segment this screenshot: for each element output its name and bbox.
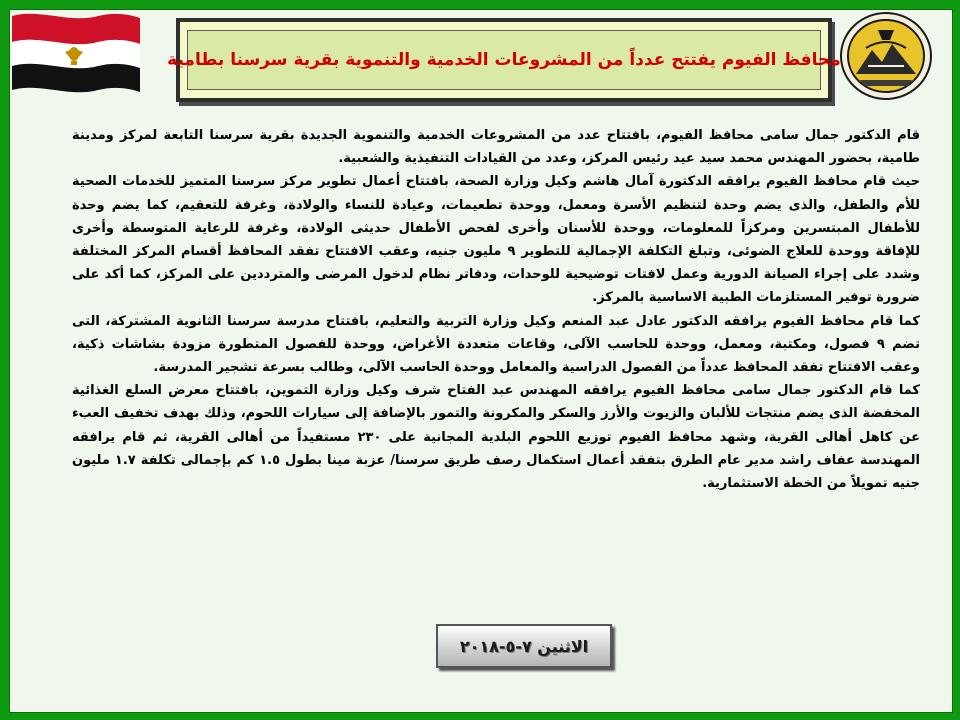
article-paragraph: حيث قام محافظ الفيوم يرافقه الدكتورة آمال هاشم وكيل وزارة الصحة، بافتتاح أعمال تطوير مركز سرسنا المتميز للخدمات الصحية للأم والطفل، والذى يضم وحدة لتنظيم الأسرة ومعمل، ووحدة تطعيمات، وعيادة للنساء والولادة، وغرفة للتعقيم، كما يضم وحدة للأطفال المبتسرين ومركزاً للمعلومات، ووحدة للأسنان وأخرى لفحص الأطفال حديثى الولادة، وغرفة للرعاية المتوسطة وأخرى للإفاقة ووحدة للعلاج الضوئى، وتبلغ التكلفة الإجمالية للتطوير ٩ مليون جنيه، وعقب الافتتاح تفقد المحافظ أقسام المركز المختلفة وشدد على إجراء الصيانة الدورية وعمل لافتات توضيحية للوحدات، ودفاتر نظام لدخول المرضى والمترددين على المركز، كما أكد على ضرورة توفير المستلزمات الطبية الاساسية بالمركز. (72, 174, 921, 306)
title-banner (167, 18, 841, 102)
egypt-flag-icon (10, 8, 142, 96)
article-paragraph: كما قام الدكتور جمال سامى محافظ الفيوم يرافقه المهندس عبد الفتاح شرف وكيل وزارة التموين، بافتتاح معرض السلع الغذائية المخفضة الذى يضم منتجات للألبان والزيوت والأرز والسكر والمكرونة والتمور بالإضافة إلى سيارات اللحوم، وذلك بهدف تخفيف العبء عن كاهل أهالى القرية، وشهد محافظ الفيوم توزيع اللحوم البلدية المجانية على ٢٣٠ مستفيداً من أهالى القرية، ثم قام يرافقه المهندسة عفاف راشد مدير عام الطرق بتفقد أعمال استكمال رصف طريق سرسنا/ عزبة مينا بطول ١.٥ كم بإجمالى تكلفة ١.٧ مليون جنيه تمويلاً من الخطة الاستثمارية. (72, 383, 920, 492)
publish-date: الاثنين ٧-٥-٢٠١٨ (459, 636, 589, 656)
fayoum-governorate-logo-icon (838, 10, 934, 102)
article-paragraph: قام الدكتور جمال سامى محافظ الفيوم، بافتتاح عدد من المشروعات الخدمية والتنموية الجديدة بقرية سرسنا التابعة لمركز ومدينة طامية، بحضور المهندس محمد سيد عيد رئيس المركز، وعدد من القيادات التنفيذية والشعبية. (72, 128, 920, 167)
page-title: محافظ الفيوم يفتتح عدداً من المشروعات الخدمية والتنموية بقرية سرسنا بطامية (167, 50, 841, 70)
title-inner-panel (167, 30, 841, 90)
article-body (72, 124, 920, 495)
article-paragraph: كما قام محافظ الفيوم يرافقه الدكتور عادل عبد المنعم وكيل وزارة التربية والتعليم، بافتتاح مدرسة سرسنا الثانوية المشتركة، التى تضم ٩ فصول، ومكتبة، ومعمل، ووحدة للحاسب الآلى، وقاعات متعددة الأغراض، ووحدة للفصول المتطورة مزودة بشاشات ذكية، وعقب الافتتاح تفقد المحافظ عدداً من الفصول الدراسية والمعامل ووحدة الحاسب الآلى، وطالب بسرعة تشجير المدرسة. (72, 313, 920, 376)
date-badge (436, 624, 612, 668)
